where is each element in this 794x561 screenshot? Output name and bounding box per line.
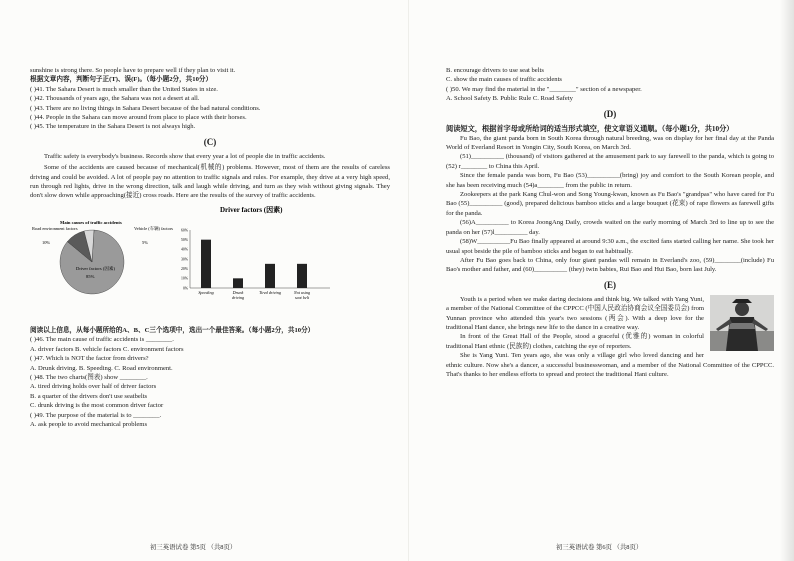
- bar-category-label: driving: [231, 294, 245, 300]
- bar-not-using-seat-belt: [297, 264, 307, 288]
- passage-e: [446, 295, 774, 380]
- question-50: ( )50. We may find the material in the "________" section of a newspaper.: [446, 85, 642, 93]
- pie-title: Main causes of traffic accidents: [60, 219, 122, 225]
- bar-y-tick-label: 60%: [181, 228, 188, 233]
- question-42: ( )42. Thousands of years ago, the Sahara was not a desert at all.: [30, 95, 200, 103]
- question-50-options: A. School Safety B. Public Rule C. Road Safety: [446, 95, 573, 103]
- question-47: ( )47. Which is NOT the factor from drivers?: [30, 355, 149, 363]
- page-edge-shadow: [780, 0, 794, 561]
- bar-drunk-driving: [233, 278, 243, 288]
- dancer-photo: [710, 295, 774, 351]
- passage-d-paragraph-2: (51)__________ (thousand) of visitors gathered at the amusement park to say farewell to the panda, which is going to (52) r________ to China this April.: [446, 153, 774, 170]
- question-49: ( )49. The purpose of the material is to ________.: [30, 411, 162, 419]
- questions-46-49: [30, 335, 390, 429]
- bar-tired-driving: [265, 264, 275, 288]
- right-column: [446, 66, 774, 379]
- question-46-options: A. driver factors B. vehicle factors C. environment factors: [30, 345, 184, 353]
- pie-vehicle-pct: 5%: [142, 239, 148, 245]
- left-top-lines: [30, 66, 390, 132]
- question-48-option-a: A. tired driving holds over half of driver factors: [30, 383, 157, 391]
- bar-category-label: Tired driving: [259, 289, 281, 295]
- question-45: ( )45. The temperature in the Sahara Desert is not always high.: [30, 123, 196, 131]
- pie-road-label: Road environment factors: [32, 225, 78, 231]
- passage-d-paragraph-4: Zookeepers at the park Kang Chul-won and Song Young-kwan, known as Fu Bao's "grandpas" who have cared for Fu Bao (55)__________ (good), prepared delicious bamboo sticks and a large bouquet (花束) of rape flowers as farewell gifts for the panda.: [446, 191, 774, 217]
- bar-category-label: seat belt: [294, 294, 310, 300]
- right-top-lines: [446, 66, 774, 104]
- left-column: [30, 66, 390, 429]
- charts-svg: [30, 204, 390, 324]
- photo-head: [735, 302, 749, 316]
- instruction-46-50: 阅读以上信息，从每小题所给的A、B、C三个选项中，选出一个最佳答案。（每小题2分，共10分）: [30, 326, 315, 334]
- section-d-heading: (D): [603, 108, 617, 119]
- bar-y-tick-label: 50%: [181, 237, 188, 242]
- text-line: sunshine is strong there. So people have to prepare well if they plan to visit it.: [30, 67, 236, 74]
- question-48: ( )48. The two charts(图表) show ________.: [30, 373, 148, 381]
- right-footer: 初三英语试卷 第6页 （共8页）: [556, 544, 643, 551]
- passage-e-paragraph-1: Youth is a period when we make daring decisions and think big. We talked with Yang Yuni, a member of the National Committee of the CPPCC (中国人民政治协商会议全国委员会) from Yunnan province who attended this year's two sessions (两会). With a deep love for the traditional Hani dance, she brings new life to the dance in a creative way.: [446, 295, 704, 331]
- pie-driver-label: Driver factors (因素): [76, 265, 116, 271]
- bar-y-tick-label: 40%: [181, 247, 188, 252]
- question-49-option-b: B. encourage drivers to use seat belts: [446, 67, 544, 74]
- question-49-option-a: A. ask people to avoid mechanical problems: [30, 420, 148, 428]
- bar-y-tick-label: 10%: [181, 276, 188, 281]
- question-48-option-c: C. drunk driving is the most common driver factor: [30, 402, 164, 410]
- question-46: ( )46. The main cause of traffic accidents is ________.: [30, 336, 174, 344]
- page-fold: [408, 0, 409, 561]
- bar-y-tick-label: 20%: [181, 266, 188, 271]
- bar-category-label: Speeding: [198, 289, 214, 295]
- passage-c-paragraph-1: Traffic safety is everybody's business. Records show that every year a lot of people die in traffic accidents.: [44, 152, 326, 160]
- section-c-heading: (C): [203, 136, 217, 147]
- passage-d-paragraph-5: (56)A__________ to Korea JoongAng Daily, crowds waited on the early morning of March 3rd to line up to see the panda on her (57)l__________ day.: [446, 219, 774, 236]
- passage-e-paragraph-2: In front of the Great Hall of the People, stood a graceful (优雅的) woman in colorful traditional Hani ethnic (民族的) clothes, catching the eye of reporters.: [446, 333, 704, 350]
- section-e-heading: (E): [604, 279, 616, 290]
- bar-category-label: Drunk: [232, 289, 244, 295]
- passage-d-paragraph-6: (58)W__________Fu Bao finally appeared at around 9:30 a.m., the excited fans started calling her name. She took her usual spot beside the pile of bamboo sticks and began to eat habitually.: [446, 238, 774, 255]
- question-49-option-c: C. show the main causes of traffic accidents: [446, 76, 562, 84]
- bar-y-tick-label: 0%: [182, 286, 188, 291]
- bar-speeding: [201, 240, 211, 288]
- pie-vehicle-label: Vehicle (车辆) factors: [134, 225, 174, 231]
- passage-c-paragraph-2: Some of the accidents are caused because of mechanical(机械的) problems. However, most of them are the results of careless driving and could be avoided. A lot of people pay no attention to traffic signals and rules. For example, they drive at a very high speed, run through red lights, drive in the wrong direction, talk and laugh while driving, and turn as they wish without giving signals. They don't slow down while approaching(接近) cross roads. Here are the results of the survey of traffic accidents.: [30, 164, 390, 200]
- question-43: ( )43. There are no living things in Sahara Desert because of the bad natural conditions.: [30, 104, 261, 112]
- question-48-option-b: B. a quarter of the drivers don't use seatbelts: [30, 392, 148, 400]
- pie-road-pct: 10%: [42, 239, 51, 245]
- bar-y-tick-label: 30%: [181, 257, 188, 262]
- passage-e-paragraph-3: She is Yang Yuni. Ten years ago, she was only a village girl who loved dancing and her ethnic culture. Now she's a dancer, a successful businesswoman, and a member of the National Committee of the CPPCC. That's thanks to her endless efforts to spread and protect the traditional Hani culture.: [446, 352, 774, 378]
- figure-area: [30, 204, 390, 324]
- figure-title: Driver factors (因素): [220, 205, 283, 214]
- bar-category-label: Not using: [293, 289, 311, 295]
- question-47-options: A. Drunk driving. B. Speeding. C. Road environment.: [30, 364, 173, 372]
- photo-sash: [729, 323, 755, 329]
- bar-chart: [181, 228, 330, 300]
- passage-d-paragraph-7: After Fu Bao goes back to China, only four giant pandas will remain in Everland's zoo, (59)________(include) Fu Bao's mother and father, and (60)__________ (they) twin babies, Rui Bao and Hui Bao, born last July.: [446, 256, 774, 274]
- passage-d-paragraph-3: Since the female panda was born, Fu Bao (53)__________(bring) joy and comfort to the South Korean people, and she has been receiving much (54)a________ from the public in return.: [446, 172, 774, 189]
- left-footer: 初三英语试卷 第5页 （共8页）: [150, 544, 237, 551]
- question-41: ( )41. The Sahara Desert is much smaller than the United States in size.: [30, 85, 218, 93]
- pie-driver-pct: 85%: [86, 273, 95, 279]
- question-44: ( )44. People in the Sahara can move around from place to place with their horses.: [30, 114, 247, 122]
- pie-chart: [32, 220, 173, 294]
- section-d-instruction: 阅读短文，根据首字母或所给词的适当形式填空，使文章语义通顺。（每小题1分，共10分）: [446, 124, 734, 133]
- instruction-line: 根据文章内容，判断句子正(T)、误(F)。（每小题2分，共10分）: [30, 76, 213, 84]
- passage-d-paragraph-1: Fu Bao, the giant panda born in South Korea through natural breeding, was on display for her final day at the Panda World of Everland Resort in Yongin City, South Korea, on March 3rd.: [446, 134, 774, 152]
